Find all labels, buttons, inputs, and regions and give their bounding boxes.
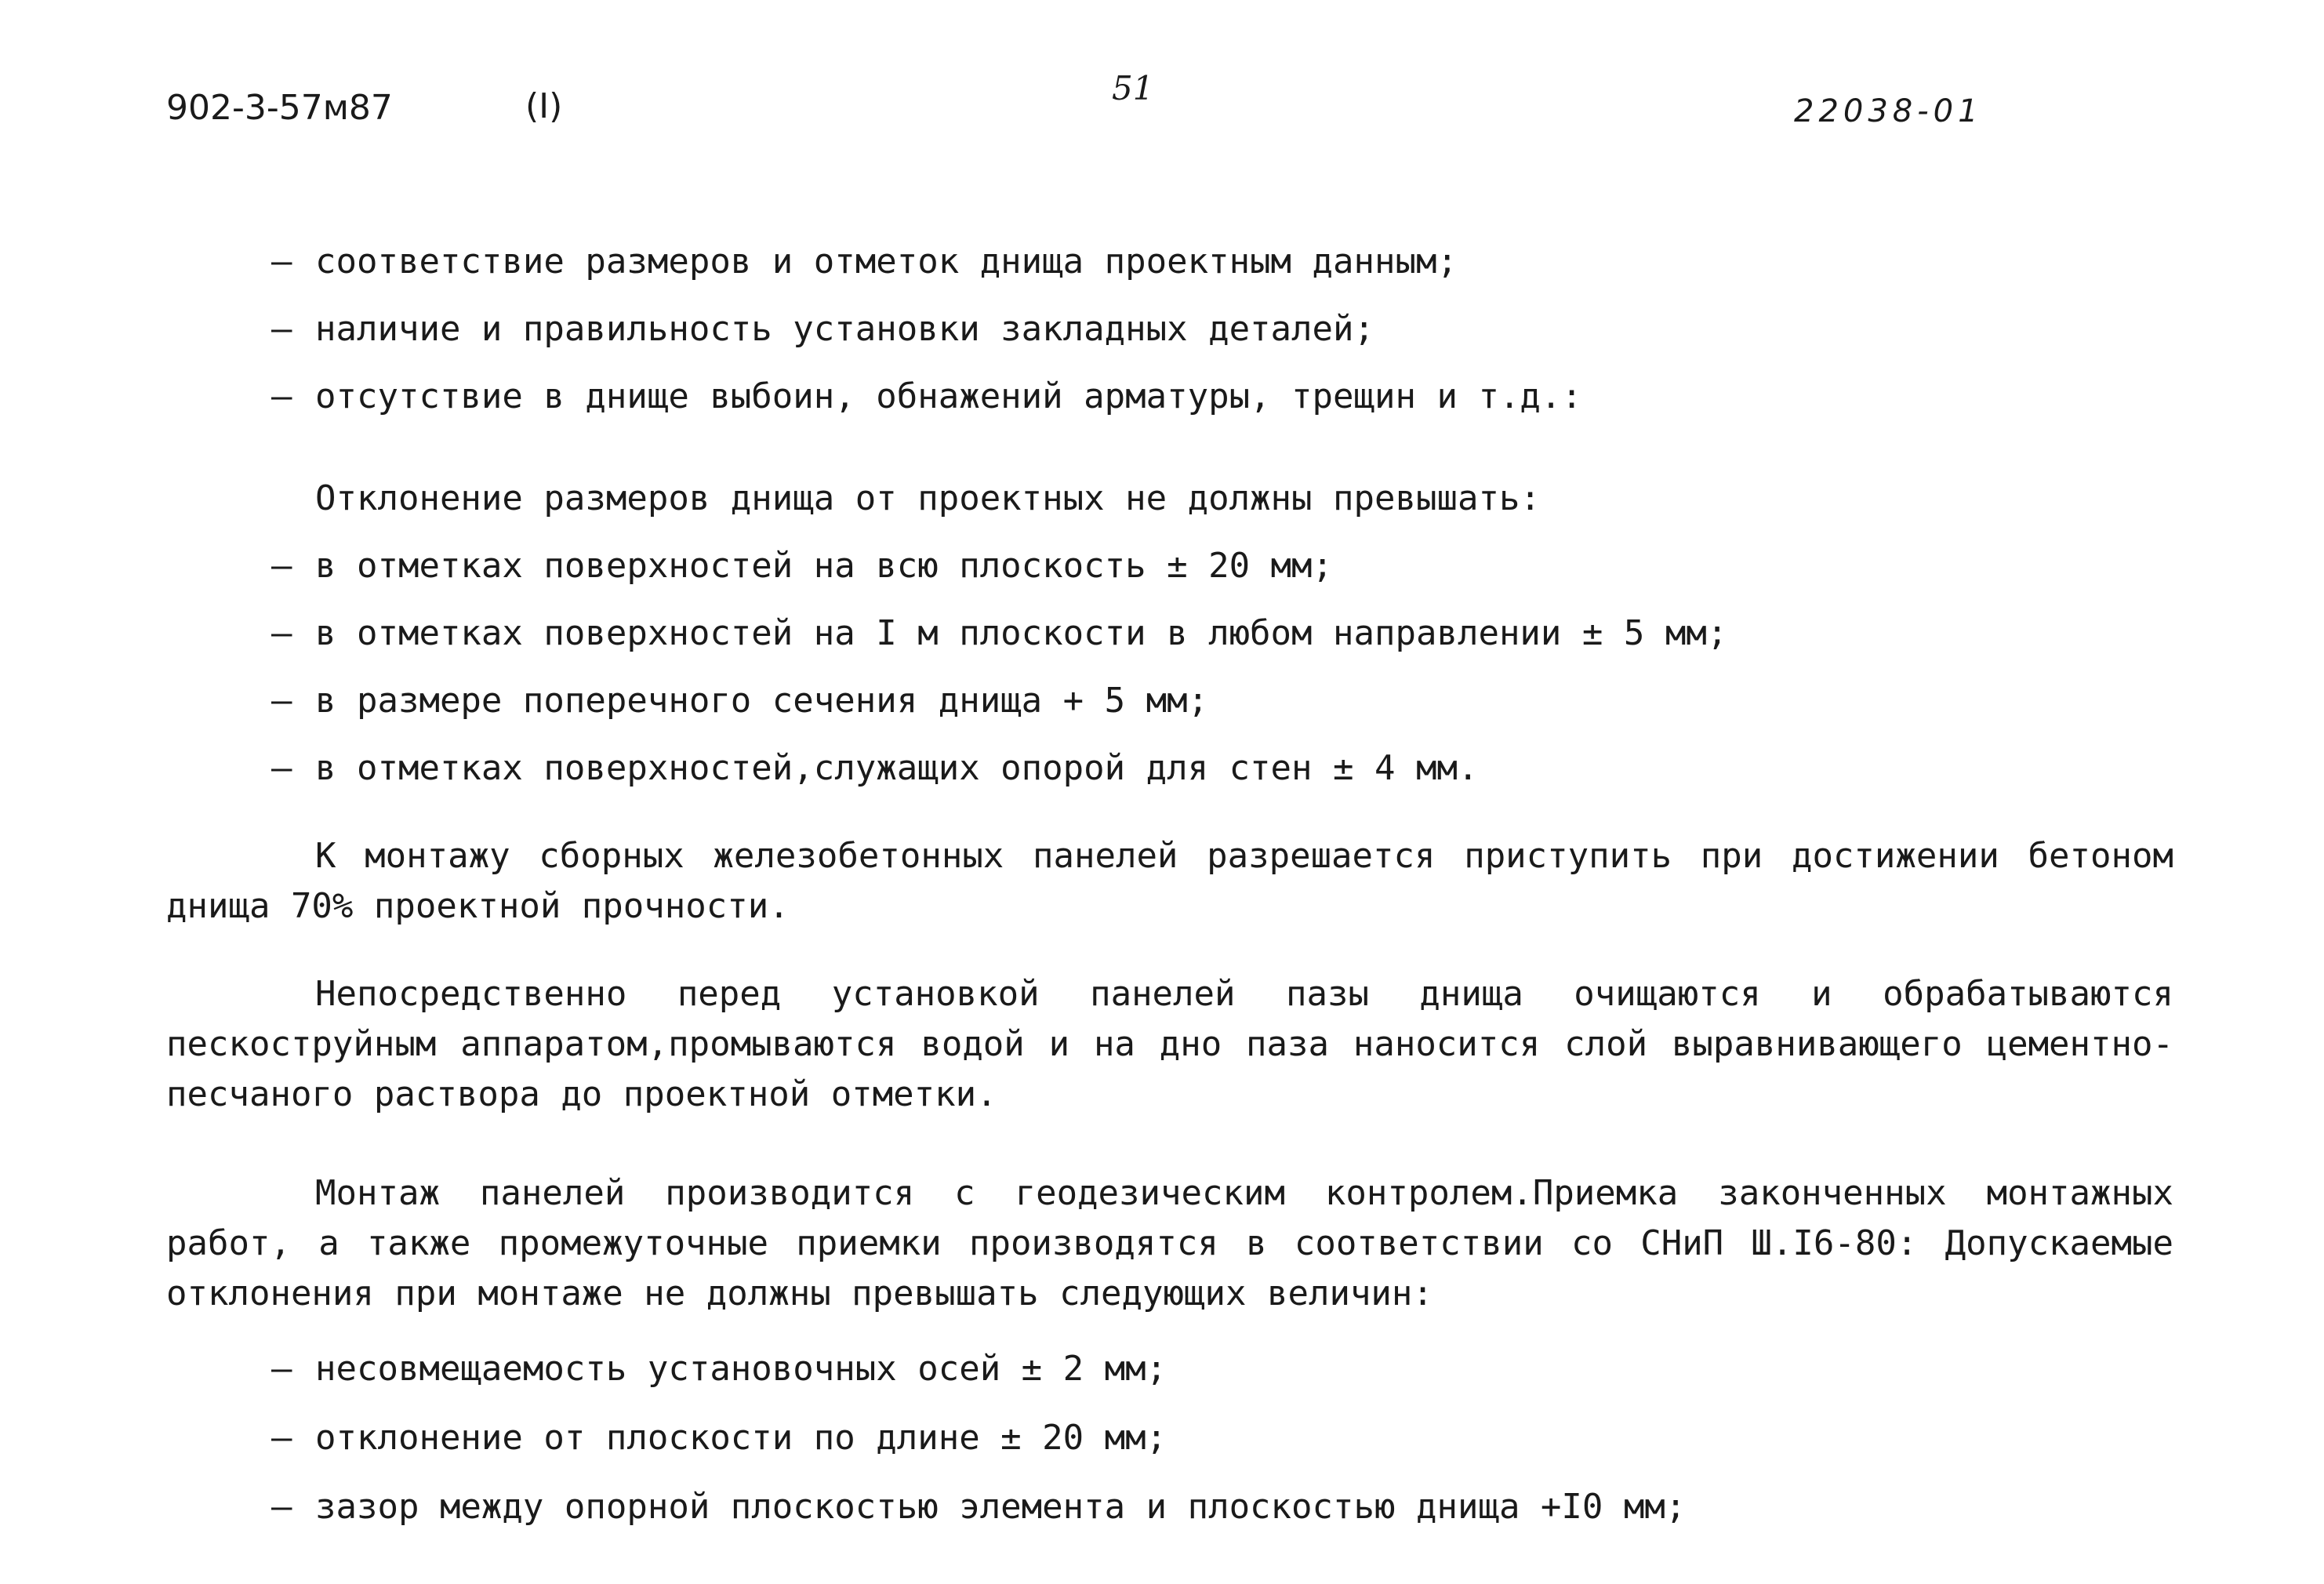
bullet-dash: – xyxy=(271,376,292,416)
bullet-dash: – xyxy=(271,546,292,586)
bullet-dash: – xyxy=(271,309,292,349)
list-item: – в отметках поверхностей,служащих опорой для стен ± 4 мм. xyxy=(271,748,1479,788)
bullet-dash: – xyxy=(271,1418,292,1458)
bullet-dash: – xyxy=(271,1349,292,1389)
bullet-dash: – xyxy=(271,242,292,282)
bullet-dash: – xyxy=(271,681,292,721)
list-item: – соответствие размеров и отметок днища проектным данным; xyxy=(271,242,1458,282)
album-number: 22038-01 xyxy=(1794,93,1983,129)
doc-part: (I) xyxy=(525,86,563,126)
list-item: – отсутствие в днище выбоин, обнажений арматуры, трещин и т.д.: xyxy=(271,376,1582,416)
list-item: – наличие и правильность установки закладных деталей; xyxy=(271,309,1375,349)
deviation-intro: Отклонение размеров днища от проектных не должны превышать: xyxy=(315,478,1541,518)
list-item: – зазор между опорной плоскостью элемента и плоскостью днища +I0 мм; xyxy=(271,1487,1687,1527)
page-number: 51 xyxy=(1112,69,1154,107)
list-item: – несовмещаемость установочных осей ± 2 мм; xyxy=(271,1349,1167,1389)
list-item: – в отметках поверхностей на всю плоскость ± 20 мм; xyxy=(271,546,1334,586)
list-item: – отклонение от плоскости по длине ± 20 мм; xyxy=(271,1418,1167,1458)
bullet-dash: – xyxy=(271,748,292,788)
paragraph: Монтаж панелей производится с геодезическим контролем.Приемка законченных монтажных работ, а также промежуточные приемки производятся в соответствии со СНиП Ш.I6-80: Допускаемые отклонения при монтаже не должны превышать следующих величин: xyxy=(166,1173,2173,1313)
paragraph: Непосредственно перед установкой панелей пазы днища очищаются и обрабатываются пескоструйным аппаратом,промываются водой и на дно паза наносится слой выравнивающего цементно-песчаного раствора до проектной отметки. xyxy=(166,974,2173,1114)
doc-code: 902-3-57м87 xyxy=(166,88,393,128)
list-item: – в отметках поверхностей на I м плоскости в любом направлении ± 5 мм; xyxy=(271,613,1728,653)
paragraph: К монтажу сборных железобетонных панелей разрешается приступить при достижении бетоном днища 70% проектной прочности. xyxy=(166,836,2173,926)
bullet-dash: – xyxy=(271,1487,292,1527)
bullet-dash: – xyxy=(271,613,292,653)
list-item: – в размере поперечного сечения днища + 5 мм; xyxy=(271,681,1209,721)
